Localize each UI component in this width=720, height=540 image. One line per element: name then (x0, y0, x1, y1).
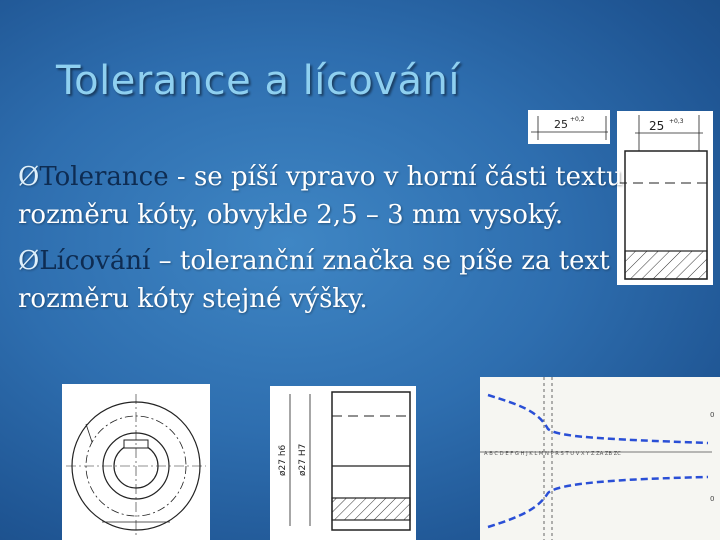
dim-big-tolerance: +0,3 (669, 118, 684, 125)
fit-dim-left: ø27 h6 (278, 444, 288, 476)
term-tolerance: Tolerance (39, 162, 169, 192)
bullet-arrow-icon: Ø (18, 246, 40, 276)
fit-section-figure (270, 386, 416, 540)
circular-part-figure (62, 384, 210, 540)
dim-big-value: 25 (649, 119, 665, 133)
slide-title: Tolerance a lícování (56, 58, 461, 104)
bullet-arrow-icon: Ø (18, 162, 40, 192)
bullet-tolerance (18, 158, 633, 234)
chart-letters: A B C D E F G H J K L M N P R S T U V X Y Z ZA ZB ZC (484, 451, 621, 457)
term-fit: Lícování (39, 246, 151, 276)
tolerance-dimension-figure (528, 110, 610, 144)
fit-dim-right: ø27 H7 (298, 443, 308, 476)
bullet-text: – toleranční značka se píše za text rozměru kóty stejné výšky. (18, 246, 610, 314)
dim-small-value: 25 (554, 118, 568, 131)
tolerance-field-chart (480, 377, 720, 540)
svg-text:0: 0 (710, 411, 715, 419)
bullet-fit (18, 242, 633, 318)
bullet-list (18, 158, 633, 326)
bullet-text: - se píší vpravo v horní části textu rozměru kóty, obvykle 2,5 – 3 mm vysoký. (18, 162, 623, 230)
svg-text:0: 0 (710, 495, 715, 503)
dim-small-tolerance: +0,2 (570, 116, 585, 123)
